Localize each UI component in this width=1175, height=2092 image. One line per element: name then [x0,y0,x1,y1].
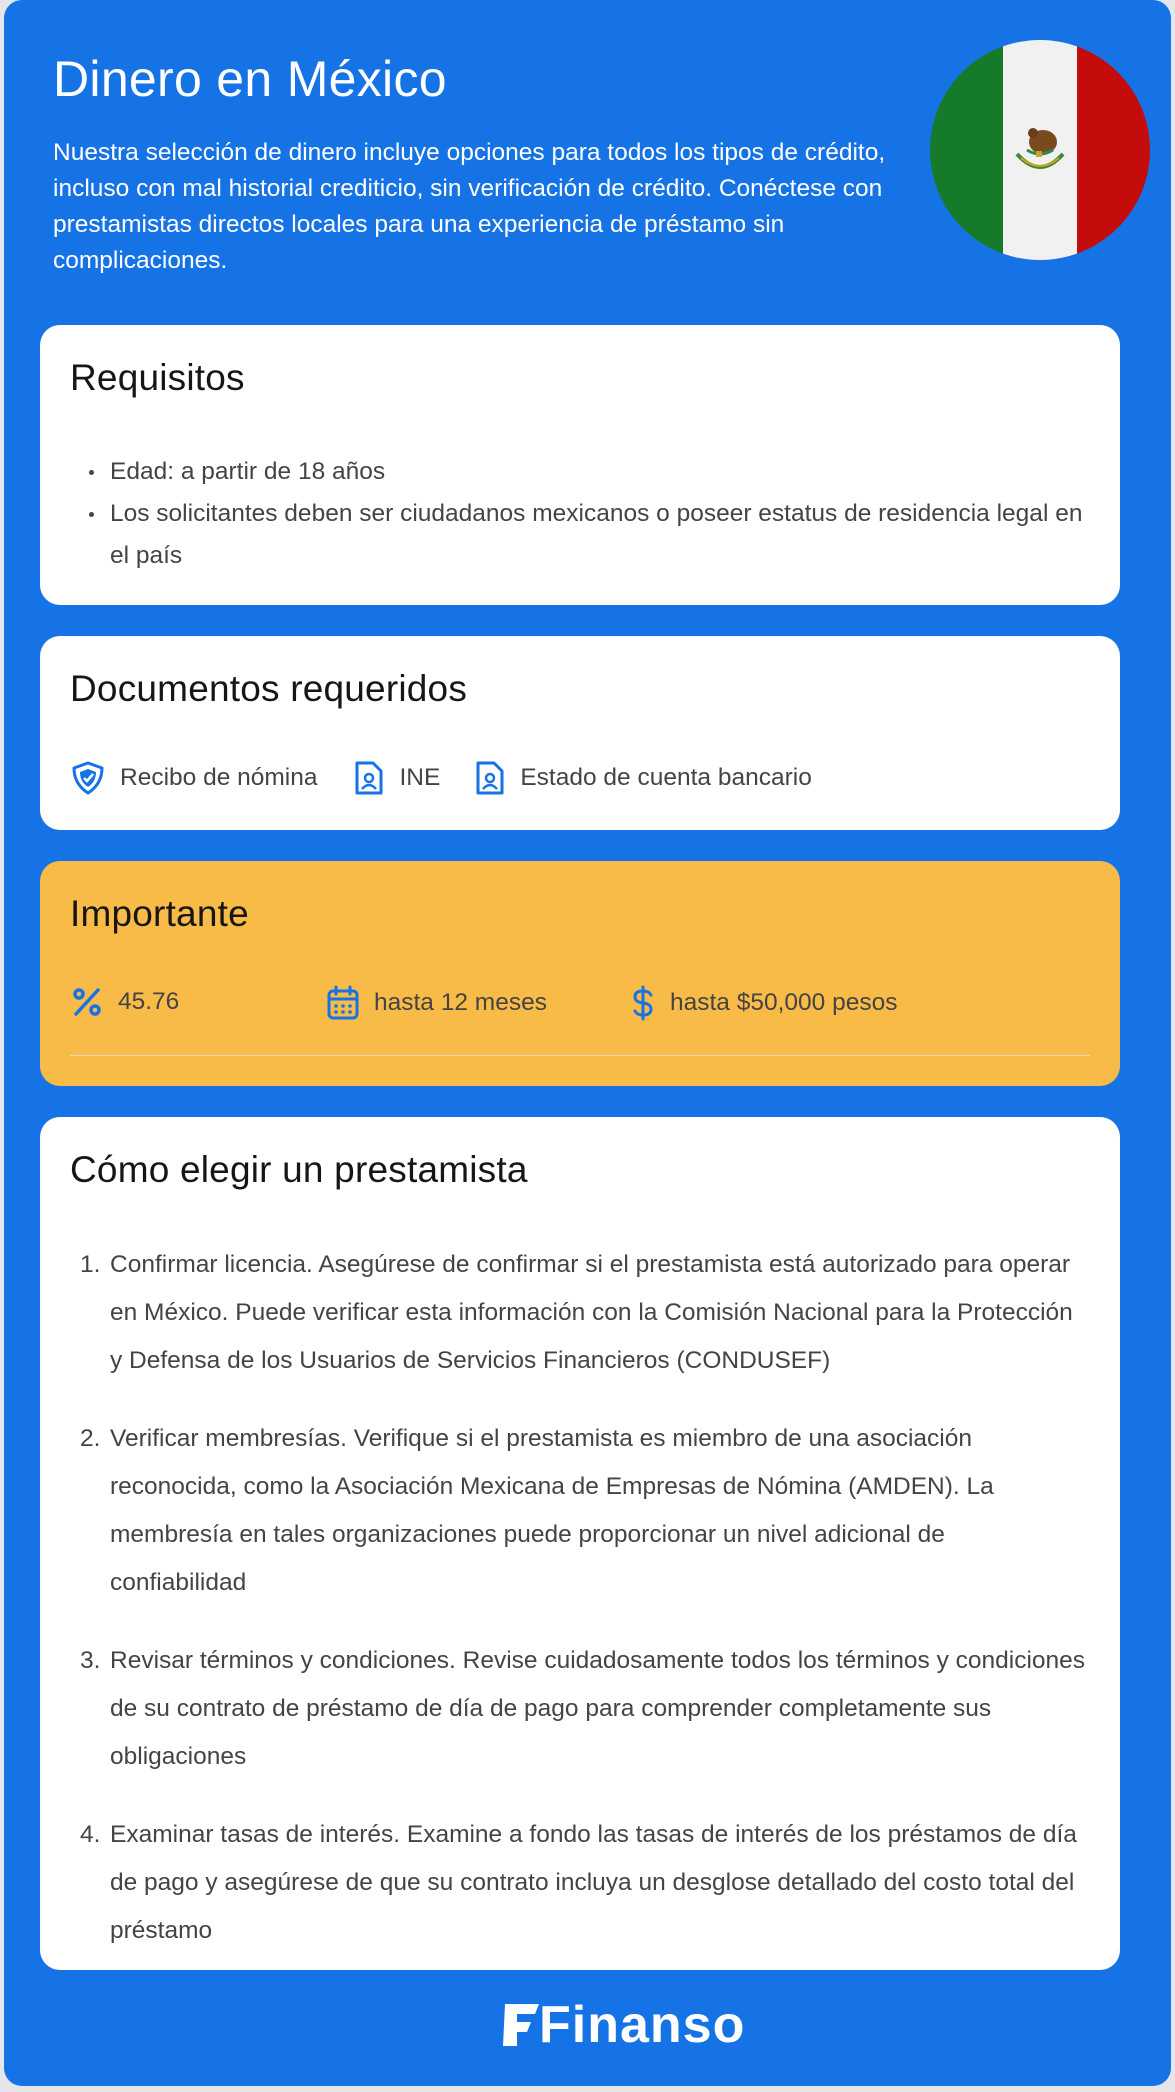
requirements-title: Requisitos [70,357,245,398]
documents-list [70,760,812,796]
lender-card [40,1117,1120,1970]
important-item [630,985,898,1021]
term-value: hasta 12 meses [374,989,547,1016]
divider [70,1055,1090,1056]
document-item [474,760,812,796]
list-item: 4. Examinar tasas de interés. Examine a fondo las tasas de interés de los préstamos de día de pago y asegúrese de que su contrato incluya un desglose detallado del costo total del préstamo [80,1821,1077,1944]
list-item: 1. Confirmar licencia. Asegúrese de confirmar si el prestamista está autorizado para operar en México. Puede verificar esta información con la Comisión Nacional para la Protección y Defensa de los Usuarios de Servicios Financieros (CONDUSEF) [80,1251,1073,1374]
document-item [353,760,440,796]
important-item [326,985,547,1021]
list-item: Los solicitantes deben ser ciudadanos mexicanos o poseer estatus de residencia legal en el país [110,493,1090,577]
list-item: 3. Revisar términos y condiciones. Revise cuidadosamente todos los términos y condiciones de su contrato de préstamo de día de pago para comprender completamente sus obligaciones [80,1647,1086,1770]
percent-icon [70,985,104,1019]
list-item: Edad: a partir de 18 años [110,451,1090,493]
document-label: Recibo de nómina [120,764,318,791]
document-label: Estado de cuenta bancario [520,764,812,791]
requirements-list [110,451,1090,577]
documents-title: Documentos requeridos [70,668,468,709]
lender-title: Cómo elegir un prestamista [70,1149,528,1190]
id-document-icon [353,760,385,796]
important-title: Importante [70,893,249,934]
rate-value: 45.76 [118,988,180,1015]
lender-steps [80,1241,1086,1985]
requirements-card [40,325,1120,605]
calendar-icon [326,985,360,1021]
documents-card [40,636,1120,830]
important-item [70,985,179,1019]
document-item [70,760,317,796]
amount-value: hasta $50,000 pesos [670,989,898,1016]
page-description: Nuestra selección de dinero incluye opciones para todos los tipos de crédito, incluso con mal historial crediticio, sin verificación de crédito. Conéctese con prestamistas directos locales para una experiencia de préstamo sin complicaciones. [53,139,886,274]
list-item: 2. Verificar membresías. Verifique si el prestamista es miembro de una asociación reconocida, como la Asociación Mexicana de Empresas de Nómina (AMDEN). La membresía en tales organizaciones puede proporcionar un nivel adicional de confiabilidad [80,1425,994,1596]
important-card [40,861,1120,1086]
hero-section [53,52,913,279]
dollar-icon [630,985,656,1021]
shield-icon [70,760,106,796]
finanso-logo [497,1995,745,2055]
logo-text: Finanso [539,1996,746,2054]
mexico-flag-icon [930,40,1150,260]
document-label: INE [399,764,441,791]
id-document-icon [474,760,506,796]
page-frame [4,0,1171,2086]
page-title: Dinero en México [53,51,447,107]
finanso-logo-icon [497,2000,541,2050]
